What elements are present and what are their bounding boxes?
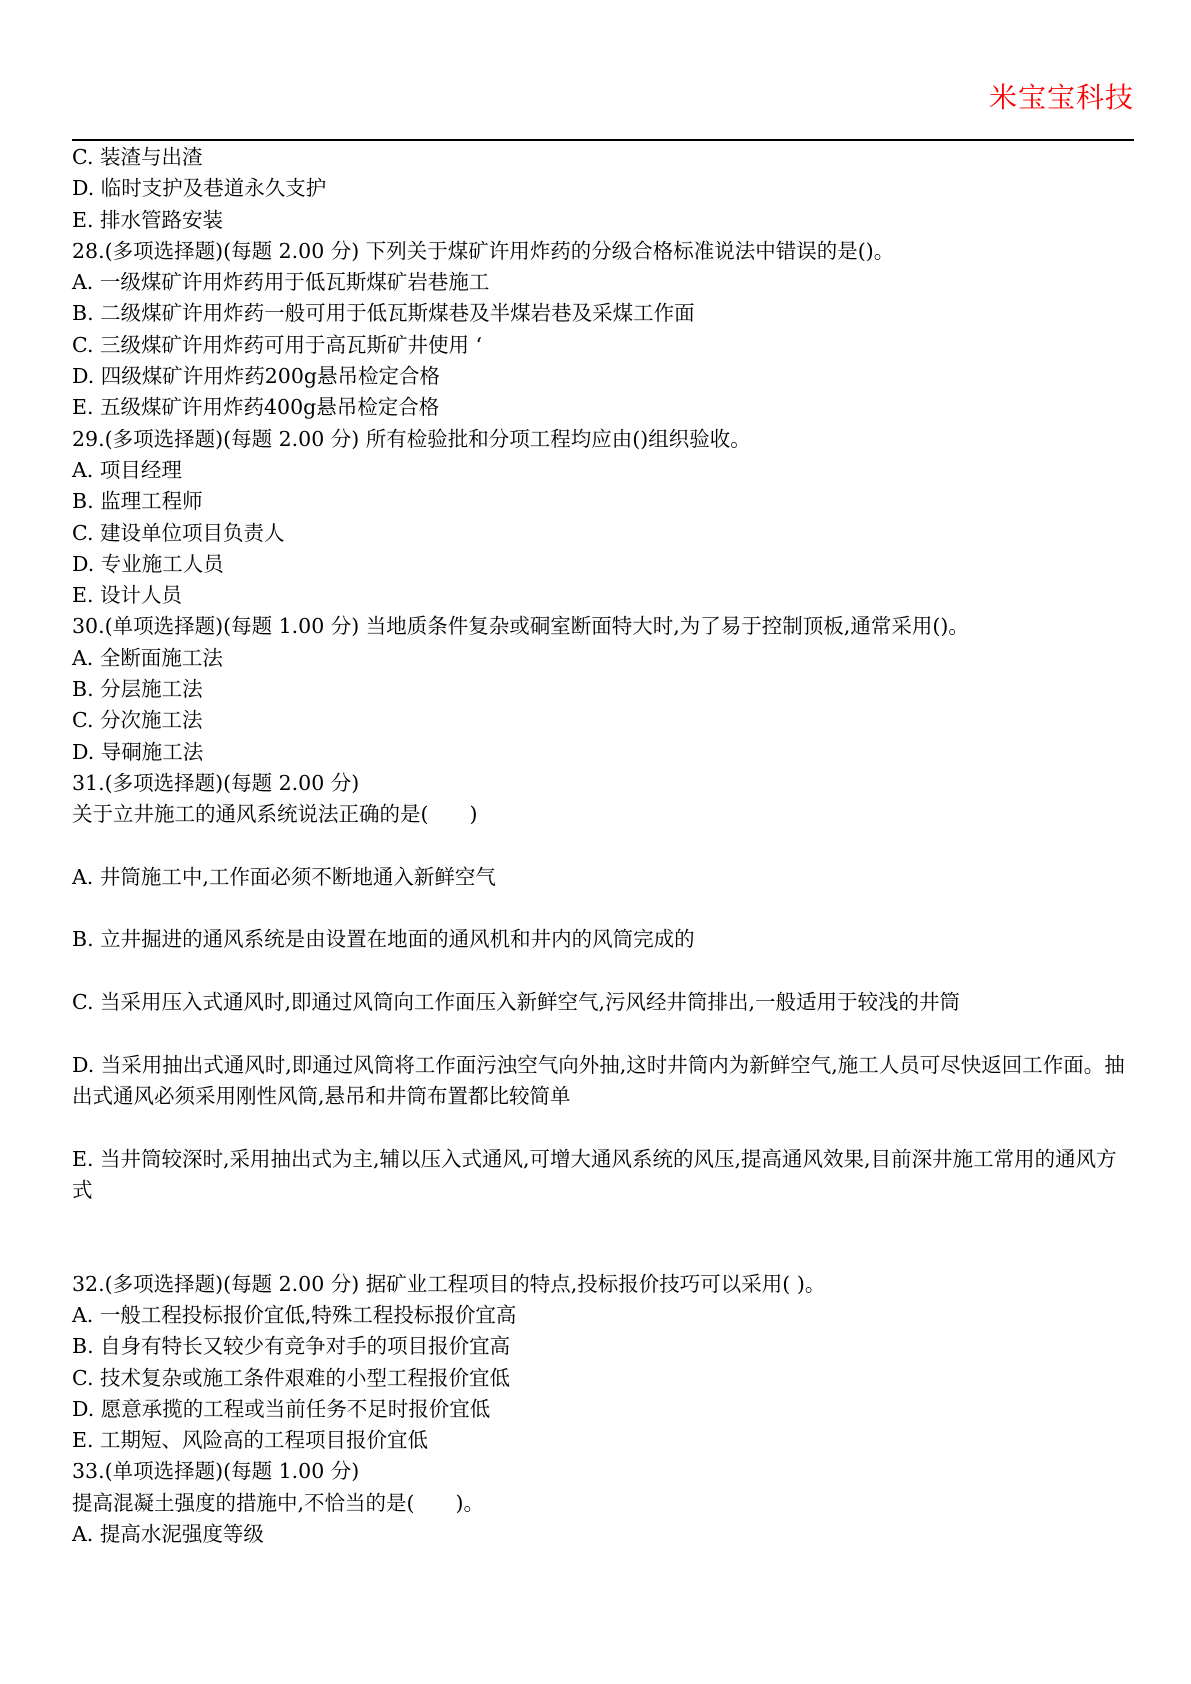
q30-option-b: B. 分层施工法 [72,677,203,702]
spacer [72,956,1134,987]
q31-stem: 关于立井施工的通风系统说法正确的是( ) [72,802,478,827]
spacer [72,1018,1134,1049]
q31-option-b: B. 立井掘进的通风系统是由设置在地面的通风机和井内的风筒完成的 [72,927,695,952]
q33-stem: 提高混凝土强度的措施中,不恰当的是( )。 [72,1490,485,1515]
q29-stem: 29.(多项选择题)(每题 2.00 分) 所有检验批和分项工程均应由()组织验收。 [72,426,751,451]
spacer [72,1206,1134,1269]
header-rule [72,139,1134,141]
q32-option-a: A. 一般工程投标报价宜低,特殊工程投标报价宜高 [72,1302,517,1327]
q31-option-a: A. 井筒施工中,工作面必须不断地通入新鲜空气 [72,864,496,889]
q28-option-c: C. 三级煤矿许用炸药可用于高瓦斯矿井使用 ‘ [72,332,483,357]
q28-option-a: A. 一级煤矿许用炸药用于低瓦斯煤矿岩巷施工 [72,270,490,295]
q28-stem: 28.(多项选择题)(每题 2.00 分) 下列关于煤矿许用炸药的分级合格标准说法中错误的是()。 [72,238,895,263]
q29-option-d: D. 专业施工人员 [72,551,224,576]
q30-stem: 30.(单项选择题)(每题 1.00 分) 当地质条件复杂或硐室断面特大时,为了易于控制顶板,通常采用()。 [72,614,969,639]
q32-stem: 32.(多项选择题)(每题 2.00 分) 据矿业工程项目的特点,投标报价技巧可以采用( )。 [72,1271,826,1296]
q32-option-d: D. 愿意承揽的工程或当前任务不足时报价宜低 [72,1396,491,1421]
q31-header: 31.(多项选择题)(每题 2.00 分) [72,770,360,795]
q29-option-e: E. 设计人员 [72,583,182,608]
q33-option-a: A. 提高水泥强度等级 [72,1522,264,1547]
q32-option-c: C. 技术复杂或施工条件艰难的小型工程报价宜低 [72,1365,510,1390]
document-body [72,142,1134,1550]
spacer [72,1112,1134,1143]
q29-option-a: A. 项目经理 [72,457,182,482]
q28-option-e: E. 五级煤矿许用炸药400g悬吊检定合格 [72,395,440,420]
q33-header: 33.(单项选择题)(每题 1.00 分) [72,1459,360,1484]
spacer [72,893,1134,924]
q29-option-b: B. 监理工程师 [72,489,203,514]
q29-option-c: C. 建设单位项目负责人 [72,520,285,545]
q28-option-d: D. 四级煤矿许用炸药200g悬吊检定合格 [72,364,440,389]
q30-option-c: C. 分次施工法 [72,708,203,733]
brand-logo-text: 米宝宝科技 [988,81,1134,114]
q30-option-a: A. 全断面施工法 [72,645,223,670]
q28-option-b: B. 二级煤矿许用炸药一般可用于低瓦斯煤巷及半煤岩巷及采煤工作面 [72,301,695,326]
q27-option-c: C. 装渣与出渣 [72,145,203,169]
q32-option-e: E. 工期短、风险高的工程项目报价宜低 [72,1428,428,1453]
q27-option-d: D. 临时支护及巷道永久支护 [72,176,327,201]
q31-option-c: C. 当采用压入式通风时,即通过风筒向工作面压入新鲜空气,污风经井筒排出,一般适用于较浅的井筒 [72,990,961,1015]
spacer [72,831,1134,862]
q30-option-d: D. 导硐施工法 [72,739,204,764]
q31-option-e: E. 当井筒较深时,采用抽出式为主,辅以压入式通风,可增大通风系统的风压,提高通风效果,目前深井施工常用的通风方式 [72,1146,1117,1202]
q27-option-e: E. 排水管路安装 [72,207,223,232]
q32-option-b: B. 自身有特长又较少有竞争对手的项目报价宜高 [72,1334,511,1359]
q31-option-d: D. 当采用抽出式通风时,即通过风筒将工作面污浊空气向外抽,这时井筒内为新鲜空气,施工人员可尽快返回工作面。抽出式通风必须采用刚性风筒,悬吊和井筒布置都比较简单 [72,1052,1125,1108]
